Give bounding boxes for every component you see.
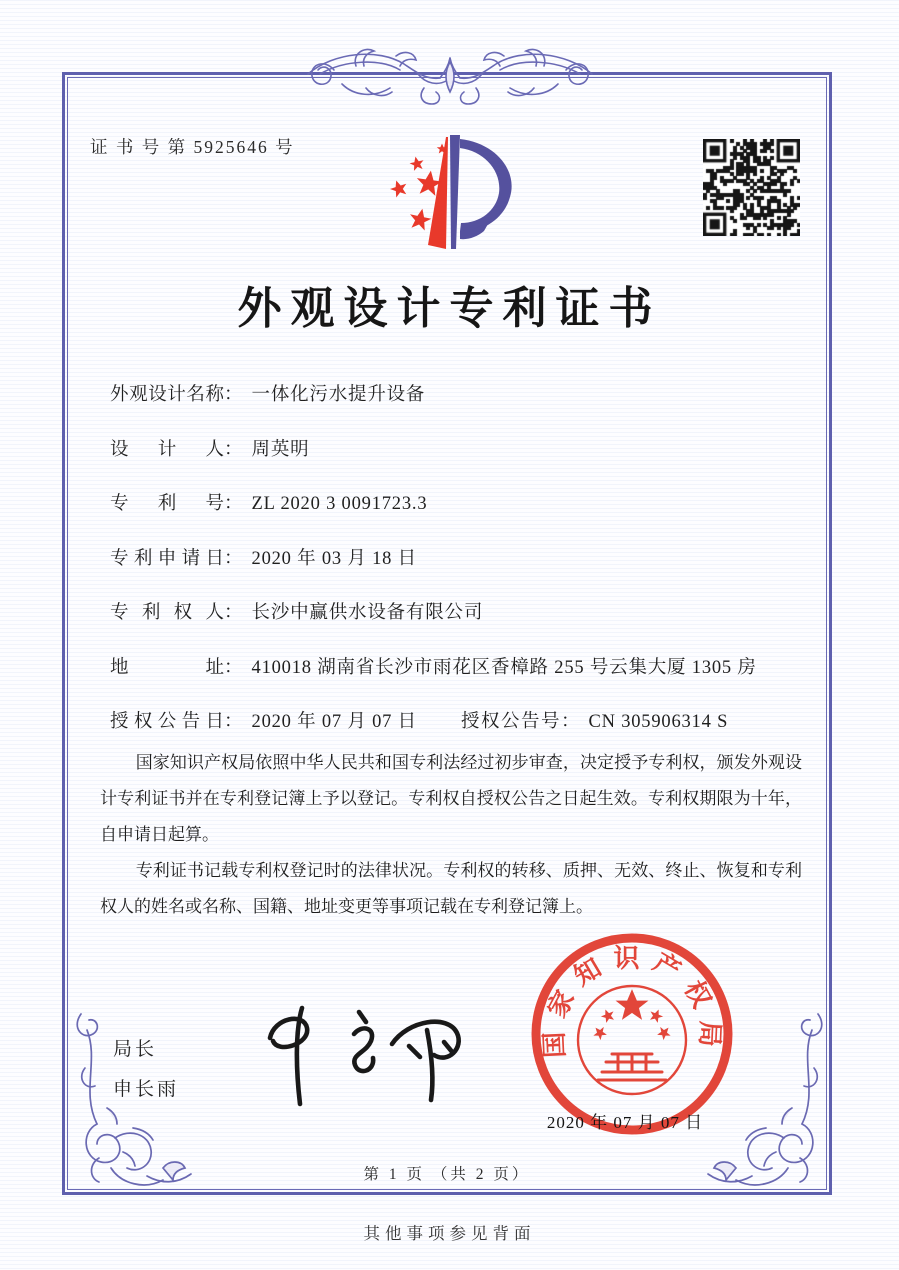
national-emblem-icon — [578, 986, 686, 1094]
field-label: 专利权人 — [110, 603, 224, 623]
seal-date: 2020 年 07 月 07 日 — [546, 1113, 704, 1132]
field-address: 地址： 410018 湖南省长沙市雨花区香樟路 255 号云集大厦 1305 房 — [110, 653, 790, 708]
field-label: 设计人 — [110, 439, 224, 460]
seal-text: 国家知识产权局 — [539, 944, 725, 1059]
top-border-flourish-ornament — [300, 44, 600, 108]
field-patentee: 专利权人： 长沙中赢供水设备有限公司 — [110, 598, 790, 653]
certificate-title: 外观设计专利证书 — [237, 284, 662, 333]
back-side-note: 其他事项参见背面 — [363, 1224, 536, 1243]
commissioner-title: 局长 — [113, 1039, 158, 1060]
qr-code — [703, 139, 800, 236]
certificate-number: 证 书 号 第 5925646 号 — [90, 137, 295, 157]
field-designer: 设计人： 周英明 — [110, 435, 790, 490]
field-label: 专利号 — [110, 494, 224, 514]
field-label: 外观设计名称 — [110, 385, 224, 405]
commissioner-name: 申长雨 — [113, 1079, 180, 1100]
certificate-body-text — [100, 745, 802, 925]
field-value: 410018 湖南省长沙市雨花区香樟路 255 号云集大厦 1305 房 — [251, 657, 757, 678]
cnipa-red-seal — [528, 930, 736, 1138]
field-filing-date: 专利申请日： 2020 年 03 月 18 日 — [110, 544, 790, 599]
field-value: ZL 2020 3 0091723.3 — [251, 494, 428, 514]
field-label: 专利申请日 — [110, 548, 224, 569]
field-label-grant-number: 授权公告号 — [460, 712, 561, 732]
field-grant-date-and-number: 授权公告日： 2020 年 07 月 07 日 授权公告号： CN 305906314 S — [110, 707, 790, 762]
field-value: 一体化污水提升设备 — [251, 385, 426, 405]
field-label: 地址 — [110, 657, 224, 678]
field-label: 授权公告日 — [110, 712, 224, 732]
field-value: 长沙中赢供水设备有限公司 — [251, 603, 484, 623]
field-value-grant-number: CN 305906314 S — [588, 712, 729, 732]
body-paragraph-1: 国家知识产权局依照中华人民共和国专利法经过初步审查，决定授予专利权，颁发外观设计专利证书并在专利登记簿上予以登记。专利权自授权公告之日起生效。专利权期限为十年，自申请日起算。 — [100, 753, 802, 844]
field-value: 周英明 — [251, 439, 310, 460]
field-value: 2020 年 03 月 18 日 — [251, 548, 417, 569]
page-number: 第 1 页 （共 2 页） — [363, 1166, 531, 1183]
cnipa-logo-icon — [372, 127, 528, 251]
field-design-name: 外观设计名称： 一体化污水提升设备 — [110, 380, 790, 435]
handwritten-signature-icon — [242, 998, 477, 1113]
certificate-fields — [110, 380, 790, 762]
body-paragraph-2: 专利证书记载专利权登记时的法律状况。专利权的转移、质押、无效、终止、恢复和专利权人的姓名或名称、国籍、地址变更等事项记载在专利登记簿上。 — [100, 861, 802, 916]
field-value: 2020 年 07 月 07 日 — [251, 712, 417, 732]
field-patent-number: 专利号： ZL 2020 3 0091723.3 — [110, 489, 790, 544]
